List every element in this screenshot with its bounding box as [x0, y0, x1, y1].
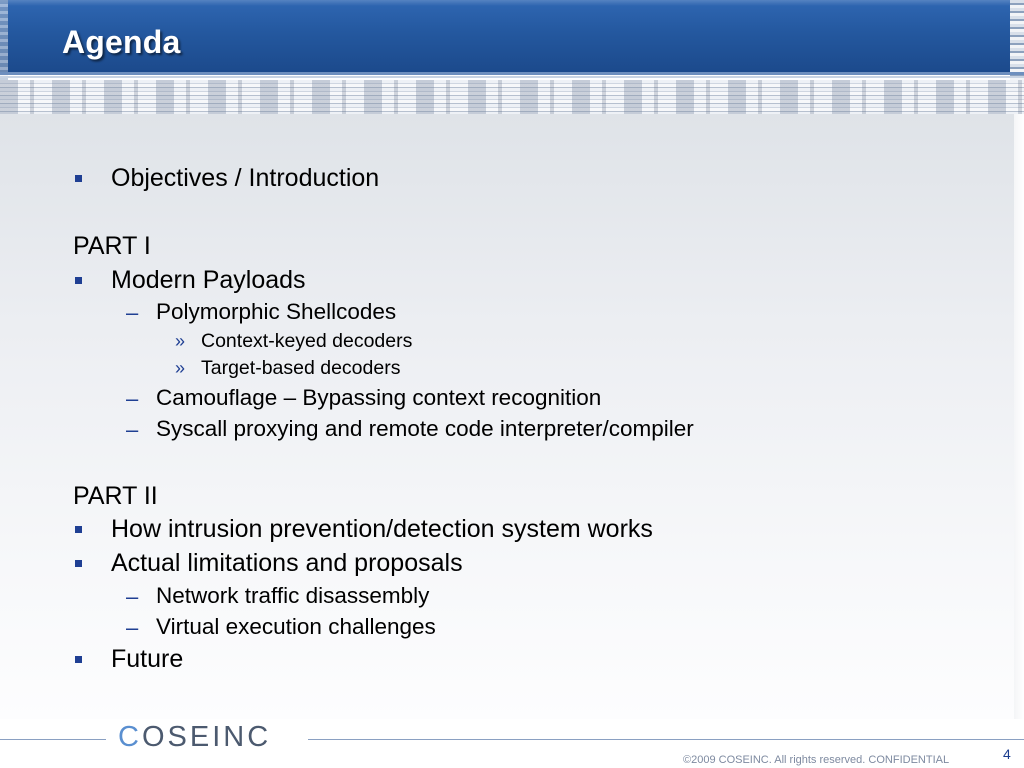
agenda-item-how-ids: How intrusion prevention/detection system works: [111, 515, 653, 543]
dash-bullet-icon: –: [126, 584, 139, 609]
part2-heading: PART II: [73, 482, 158, 510]
footer-rule-left: [0, 739, 106, 740]
striped-band: [0, 80, 1024, 114]
agenda-item-future: Future: [111, 645, 184, 673]
logo-rest: OSEINC: [141, 721, 272, 753]
content-right-border: [1014, 114, 1024, 719]
copyright-notice: ©2009 COSEINC. All rights reserved. CONFIDENTIAL: [683, 754, 950, 766]
slide-title: Agenda: [62, 24, 181, 60]
square-bullet-icon: [75, 277, 82, 284]
square-bullet-icon: [75, 656, 82, 663]
footer-rule-right: [308, 739, 1024, 740]
agenda-item-objectives: Objectives / Introduction: [111, 164, 380, 192]
agenda-item-modern-payloads: Modern Payloads: [111, 266, 306, 294]
dash-bullet-icon: –: [126, 300, 139, 325]
header-separator-light: [0, 76, 1024, 78]
chevron-bullet-icon: »: [175, 358, 186, 378]
dash-bullet-icon: –: [126, 417, 139, 442]
coseinc-logo: [118, 721, 271, 754]
agenda-subitem-network-traffic: Network traffic disassembly: [156, 583, 430, 608]
agenda-subitem-syscall: Syscall proxying and remote code interpreter/compiler: [156, 416, 694, 441]
agenda-subsubitem-context-keyed: Context-keyed decoders: [201, 330, 413, 352]
agenda-item-limitations: Actual limitations and proposals: [111, 549, 463, 577]
chevron-bullet-icon: »: [175, 331, 186, 351]
logo-first-letter: C: [118, 721, 142, 753]
page-number: 4: [1003, 746, 1011, 762]
square-bullet-icon: [75, 175, 82, 182]
square-bullet-icon: [75, 526, 82, 533]
agenda-subitem-virtual-exec: Virtual execution challenges: [156, 614, 436, 639]
agenda-subitem-camouflage: Camouflage – Bypassing context recognition: [156, 385, 602, 410]
dash-bullet-icon: –: [126, 386, 139, 411]
header-highlight: [0, 0, 1024, 6]
part1-heading: PART I: [73, 232, 151, 260]
header-banner: [0, 0, 1024, 72]
square-bullet-icon: [75, 560, 82, 567]
dash-bullet-icon: –: [126, 615, 139, 640]
agenda-subsubitem-target-based: Target-based decoders: [201, 357, 401, 379]
header-separator: [0, 72, 1024, 75]
agenda-subitem-polymorphic: Polymorphic Shellcodes: [156, 299, 397, 324]
